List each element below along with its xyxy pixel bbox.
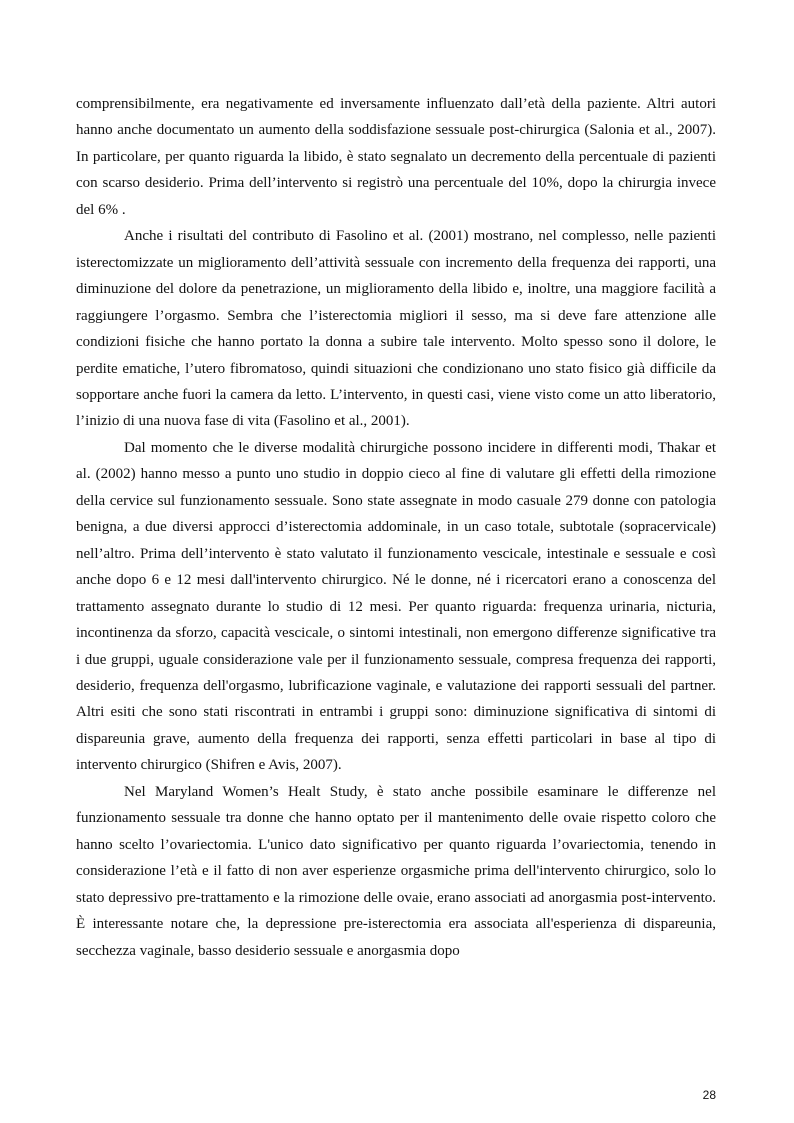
paragraph-fasolino: Anche i risultati del contributo di Fasolino et al. (2001) mostrano, nel complesso, nelle pazienti isterectomizzate un miglioramento dell’attività sessuale con incremento della frequenza dei rapporti, una diminuzione del dolore da penetrazione, un miglioramento della libido e, inoltre, una maggiore facilità a raggiungere l’orgasmo. Sembra che l’isterectomia migliori il sesso, ma si deve fare attenzione alle condizioni fisiche che hanno portato la donna a subire tale intervento. Molto spesso sono il dolore, le perdite ematiche, l’utero fibromatoso, quindi situazioni che condizionano uno stato fisico già difficile da sopportare anche fuori la camera da letto. L’intervento, in questi casi, viene visto come un atto liberatorio, l’inizio di una nuova fase di vita (Fasolino et al., 2001). (76, 228, 716, 430)
paragraph-thakar: Dal momento che le diverse modalità chirurgiche possono incidere in differenti modi, Thakar et al. (2002) hanno messo a punto uno studio in doppio cieco al fine di valutare gli effetti della rimozione della cervice sul funzionamento sessuale. Sono state assegnate in modo casuale 279 donne con patologia benigna, a due diversi approcci d’isterectomia addominale, in un caso totale, subtotale (sopracervicale) nell’altro. Prima dell’intervento è stato valutato il funzionamento vescicale, intestinale e sessuale e così anche dopo 6 e 12 mesi dall'intervento chirurgico. Né le donne, né i ricercatori erano a conoscenza del trattamento assegnato durante lo studio di 12 mesi. Per quanto riguarda: frequenza urinaria, nicturia, incontinenza da sforzo, capacità vescicale, o sintomi intestinali, non emergono differenze significative tra i due gruppi, uguale considerazione vale per il funzionamento sessuale, compresa frequenza dei rapporti, desiderio, frequenza dell'orgasmo, lubrificazione vaginale, e valutazione dei rapporti sessuali del partner. Altri esiti che sono stati riscontrati in entrambi i gruppi sono: diminuzione significativa di sintomi di dispareunia grave, aumento della frequenza dei rapporti, senza effetti particolari in base al tipo di intervento chirurgico (Shifren e Avis, 2007). (76, 439, 716, 774)
paragraph-continuation: comprensibilmente, era negativamente ed inversamente influenzato dall’età della paziente. Altri autori hanno anche documentato un aumento della soddisfazione sessuale post-chirurgica (Salonia et al., 2007). In particolare, per quanto riguarda la libido, è stato segnalato un decremento della percentuale di pazienti con scarso desiderio. Prima dell’intervento si registrò una percentuale del 10%, dopo la chirurgia invece del 6% . (76, 96, 716, 218)
page-number: 28 (702, 1088, 716, 1102)
page-body (76, 91, 716, 964)
paragraph-maryland: Nel Maryland Women’s Healt Study, è stato anche possibile esaminare le differenze nel funzionamento sessuale tra donne che hanno optato per il mantenimento delle ovaie rispetto coloro che hanno scelto l’ovariectomia. L'unico dato significativo per quanto riguarda l’ovariectomia, tenendo in considerazione l’età e il fatto di non aver esperienze orgasmiche prima dell'intervento chirurgico, solo lo stato depressivo pre-trattamento e la rimozione delle ovaie, erano associati ad anorgasmia post-intervento. È interessante notare che, la depressione pre-isterectomia era associata all'esperienza di dispareunia, secchezza vaginale, basso desiderio sessuale e anorgasmia dopo (76, 783, 716, 959)
